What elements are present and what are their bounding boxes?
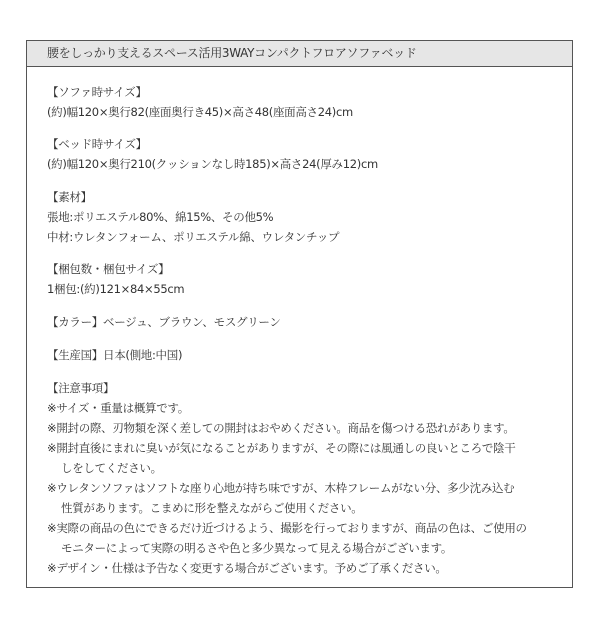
origin-line: 【生産国】日本(側地:中国) <box>47 348 183 362</box>
note-item: ※開封の際、刃物類を深く差しての開封はおやめください。商品を傷つける恐れがあります。 <box>47 421 515 435</box>
notes-section <box>47 378 560 578</box>
note-item-continued: モニターによって実際の明るさや色と多少異なって見える場合がございます。 <box>61 541 453 555</box>
sofa-size-heading: 【ソファ時サイズ】 <box>47 85 147 99</box>
sofa-size-section <box>47 82 560 122</box>
material-cover: 張地:ポリエステル80%、綿15%、その他5% <box>47 210 274 224</box>
product-title: 腰をしっかり支えるスペース活用3WAYコンパクトフロアソファベッド <box>27 41 572 67</box>
note-item: ※実際の商品の色にできるだけ近づけるよう、撮影を行っておりますが、商品の色は、ご使用の <box>47 521 527 535</box>
notes-heading: 【注意事項】 <box>47 381 115 395</box>
note-item-continued: しをしてください。 <box>61 461 162 475</box>
material-heading: 【素材】 <box>47 190 92 204</box>
material-filling: 中材:ウレタンフォーム、ポリエステル綿、ウレタンチップ <box>47 230 340 244</box>
note-item: ※デザイン・仕様は予告なく変更する場合がございます。予めご了承ください。 <box>47 561 447 575</box>
spec-content <box>47 82 560 578</box>
spec-table <box>26 40 573 588</box>
bed-size-value: (約)幅120×奥行210(クッションなし時185)×高さ24(厚み12)cm <box>47 157 378 171</box>
packaging-value: 1梱包:(約)121×84×55cm <box>47 282 185 296</box>
note-item: ※開封直後にまれに臭いが気になることがありますが、その際には風通しの良いところで陰干 <box>47 441 516 455</box>
packaging-heading: 【梱包数・梱包サイズ】 <box>47 262 170 276</box>
color-line: 【カラー】ベージュ、ブラウン、モスグリーン <box>47 315 281 329</box>
note-item: ※サイズ・重量は概算です。 <box>47 401 189 415</box>
note-item: ※ウレタンソファはソフトな座り心地が持ち味ですが、木枠フレームがない分、多少沈み込む <box>47 481 515 495</box>
packaging-section <box>47 259 560 299</box>
bed-size-heading: 【ベッド時サイズ】 <box>47 137 147 151</box>
note-item-continued: 性質があります。こまめに形を整えながらご使用ください。 <box>61 501 363 515</box>
bed-size-section <box>47 134 560 174</box>
material-section <box>47 187 560 247</box>
sofa-size-value: (約)幅120×奥行82(座面奥行き45)×高さ48(座面高さ24)cm <box>47 105 353 119</box>
